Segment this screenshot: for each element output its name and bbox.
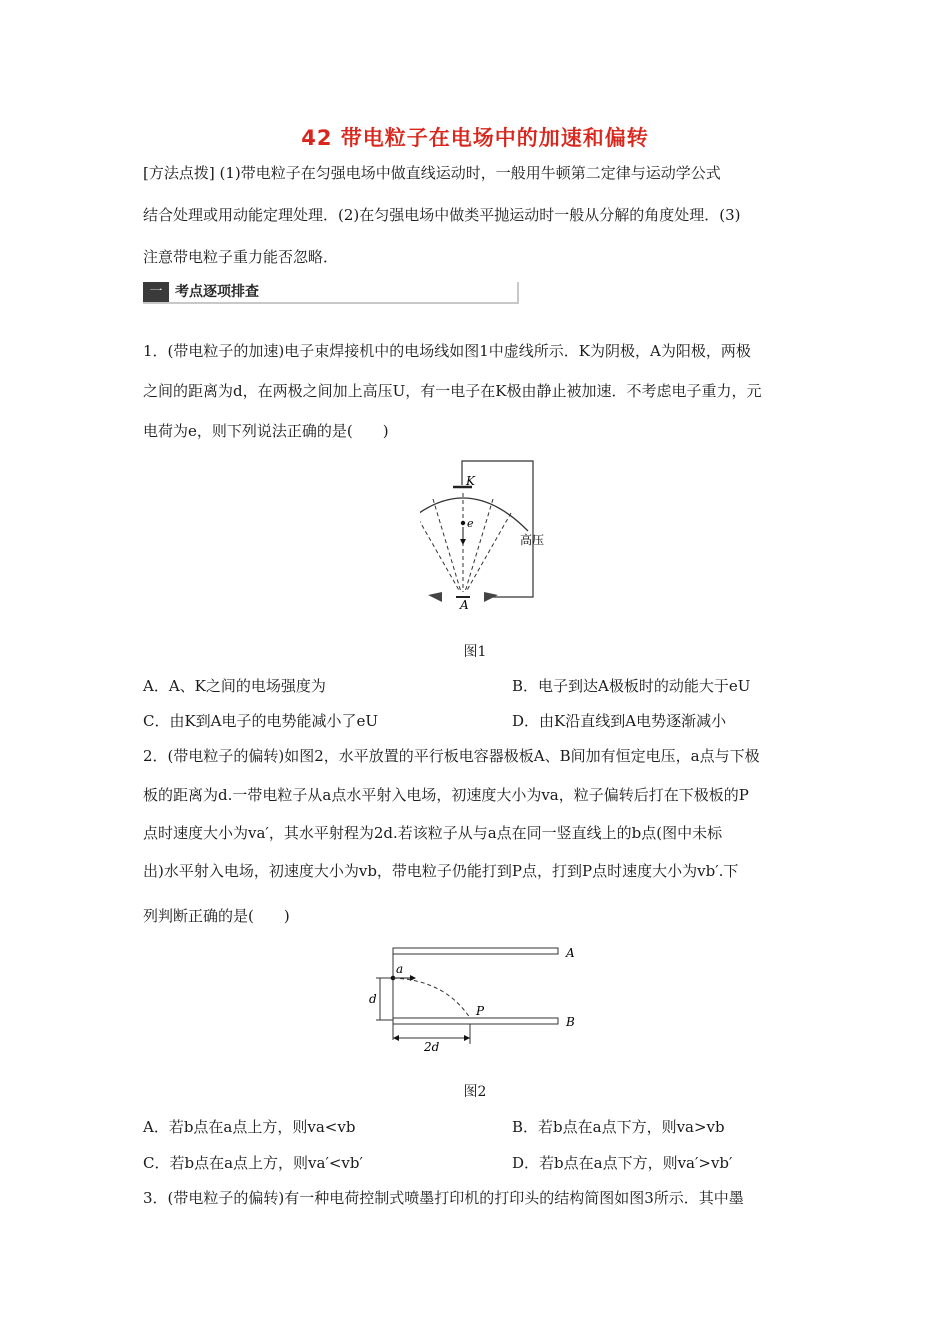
- method-line-2: 结合处理或用动能定理处理．(2)在匀强电场中做类平抛运动时一般从分解的角度处理．(3): [143, 206, 741, 224]
- cathode-arc: [420, 498, 528, 531]
- q1-option-b: B．电子到达A极板时的动能大于eU: [512, 677, 751, 695]
- trajectory: [393, 978, 470, 1018]
- q1-line-1: 1．(带电粒子的加速)电子束焊接机中的电场线如图1中虚线所示．K为阴极，A为阳极，两极: [143, 342, 751, 360]
- method-line-1: [方法点拨] (1)带电粒子在匀强电场中做直线运动时，一般用牛顿第二定律与运动学公式: [143, 164, 721, 182]
- method-line-3: 注意带电粒子重力能否忽略．: [143, 248, 339, 266]
- label-a: a: [396, 962, 404, 976]
- label-K: K: [466, 474, 475, 488]
- q1-line-3: 电荷为e，则下列说法正确的是( ): [143, 422, 389, 440]
- label-d: d: [369, 992, 377, 1006]
- q1-line-2: 之间的距离为d，在两极之间加上高压U，有一电子在K极由静止被加速．不考虑电子重力，元: [143, 382, 762, 400]
- section-rule: [143, 302, 519, 304]
- label-A: A: [460, 598, 469, 610]
- label-2d: 2d: [424, 1040, 440, 1052]
- q2-line-1: 2．(带电粒子的偏转)如图2，水平放置的平行板电容器极板A、B间加有恒定电压，a点与下极: [143, 747, 760, 765]
- q3-line-1: 3．(带电粒子的偏转)有一种电荷控制式喷墨打印机的打印头的结构简图如图3所示．其中墨: [143, 1189, 744, 1207]
- figure-1-caption: 图1: [463, 644, 487, 660]
- figure-1: [420, 455, 570, 610]
- plate-A: [393, 948, 558, 954]
- plate-B: [393, 1018, 558, 1024]
- electron-dot: [461, 521, 465, 525]
- label-plate-B: B: [566, 1015, 575, 1029]
- q2-line-3: 点时速度大小为va′，其水平射程为2d.若该粒子从与a点在同一竖直线上的b点(图中未标: [143, 824, 723, 842]
- label-e: e: [467, 517, 474, 530]
- q2-option-c: C．若b点在a点上方，则va′<vb′: [143, 1154, 363, 1172]
- q2-option-b: B．若b点在a点下方，则va>vb: [512, 1118, 725, 1136]
- figure-2-caption: 图2: [463, 1084, 487, 1100]
- section-badge: 一: [143, 282, 169, 302]
- label-P: P: [476, 1004, 485, 1018]
- label-plate-A: A: [566, 946, 575, 960]
- q2-line-2: 板的距离为d.一带电粒子从a点水平射入电场，初速度大小为va，粒子偏转后打在下极板的P: [143, 786, 749, 804]
- q1-option-c: C．由K到A电子的电势能减小了eU: [143, 712, 379, 730]
- figure-2: [360, 940, 590, 1052]
- q2-line-4: 出)水平射入电场，初速度大小为vb，带电粒子仍能打到P点，打到P点时速度大小为vb′.下: [143, 862, 739, 880]
- section-rule-end: [517, 282, 519, 304]
- q1-option-d: D．由K沿直线到A电势逐渐减小: [512, 712, 727, 730]
- q2-option-d: D．若b点在a点下方，则va′>vb′: [512, 1154, 733, 1172]
- q2-option-a: A．若b点在a点上方，则va<vb: [143, 1118, 356, 1136]
- anode-left-tip: [428, 592, 442, 602]
- section-label: 考点逐项排查: [175, 284, 259, 300]
- q2-line-5: 列判断正确的是( ): [143, 907, 290, 925]
- label-high-voltage: 高压: [520, 533, 545, 547]
- electron-arrowhead: [460, 539, 466, 545]
- page-title: 42 带电粒子在电场中的加速和偏转: [301, 126, 649, 150]
- q1-option-a: A．A、K之间的电场强度为: [143, 677, 326, 695]
- section-header: [143, 282, 519, 304]
